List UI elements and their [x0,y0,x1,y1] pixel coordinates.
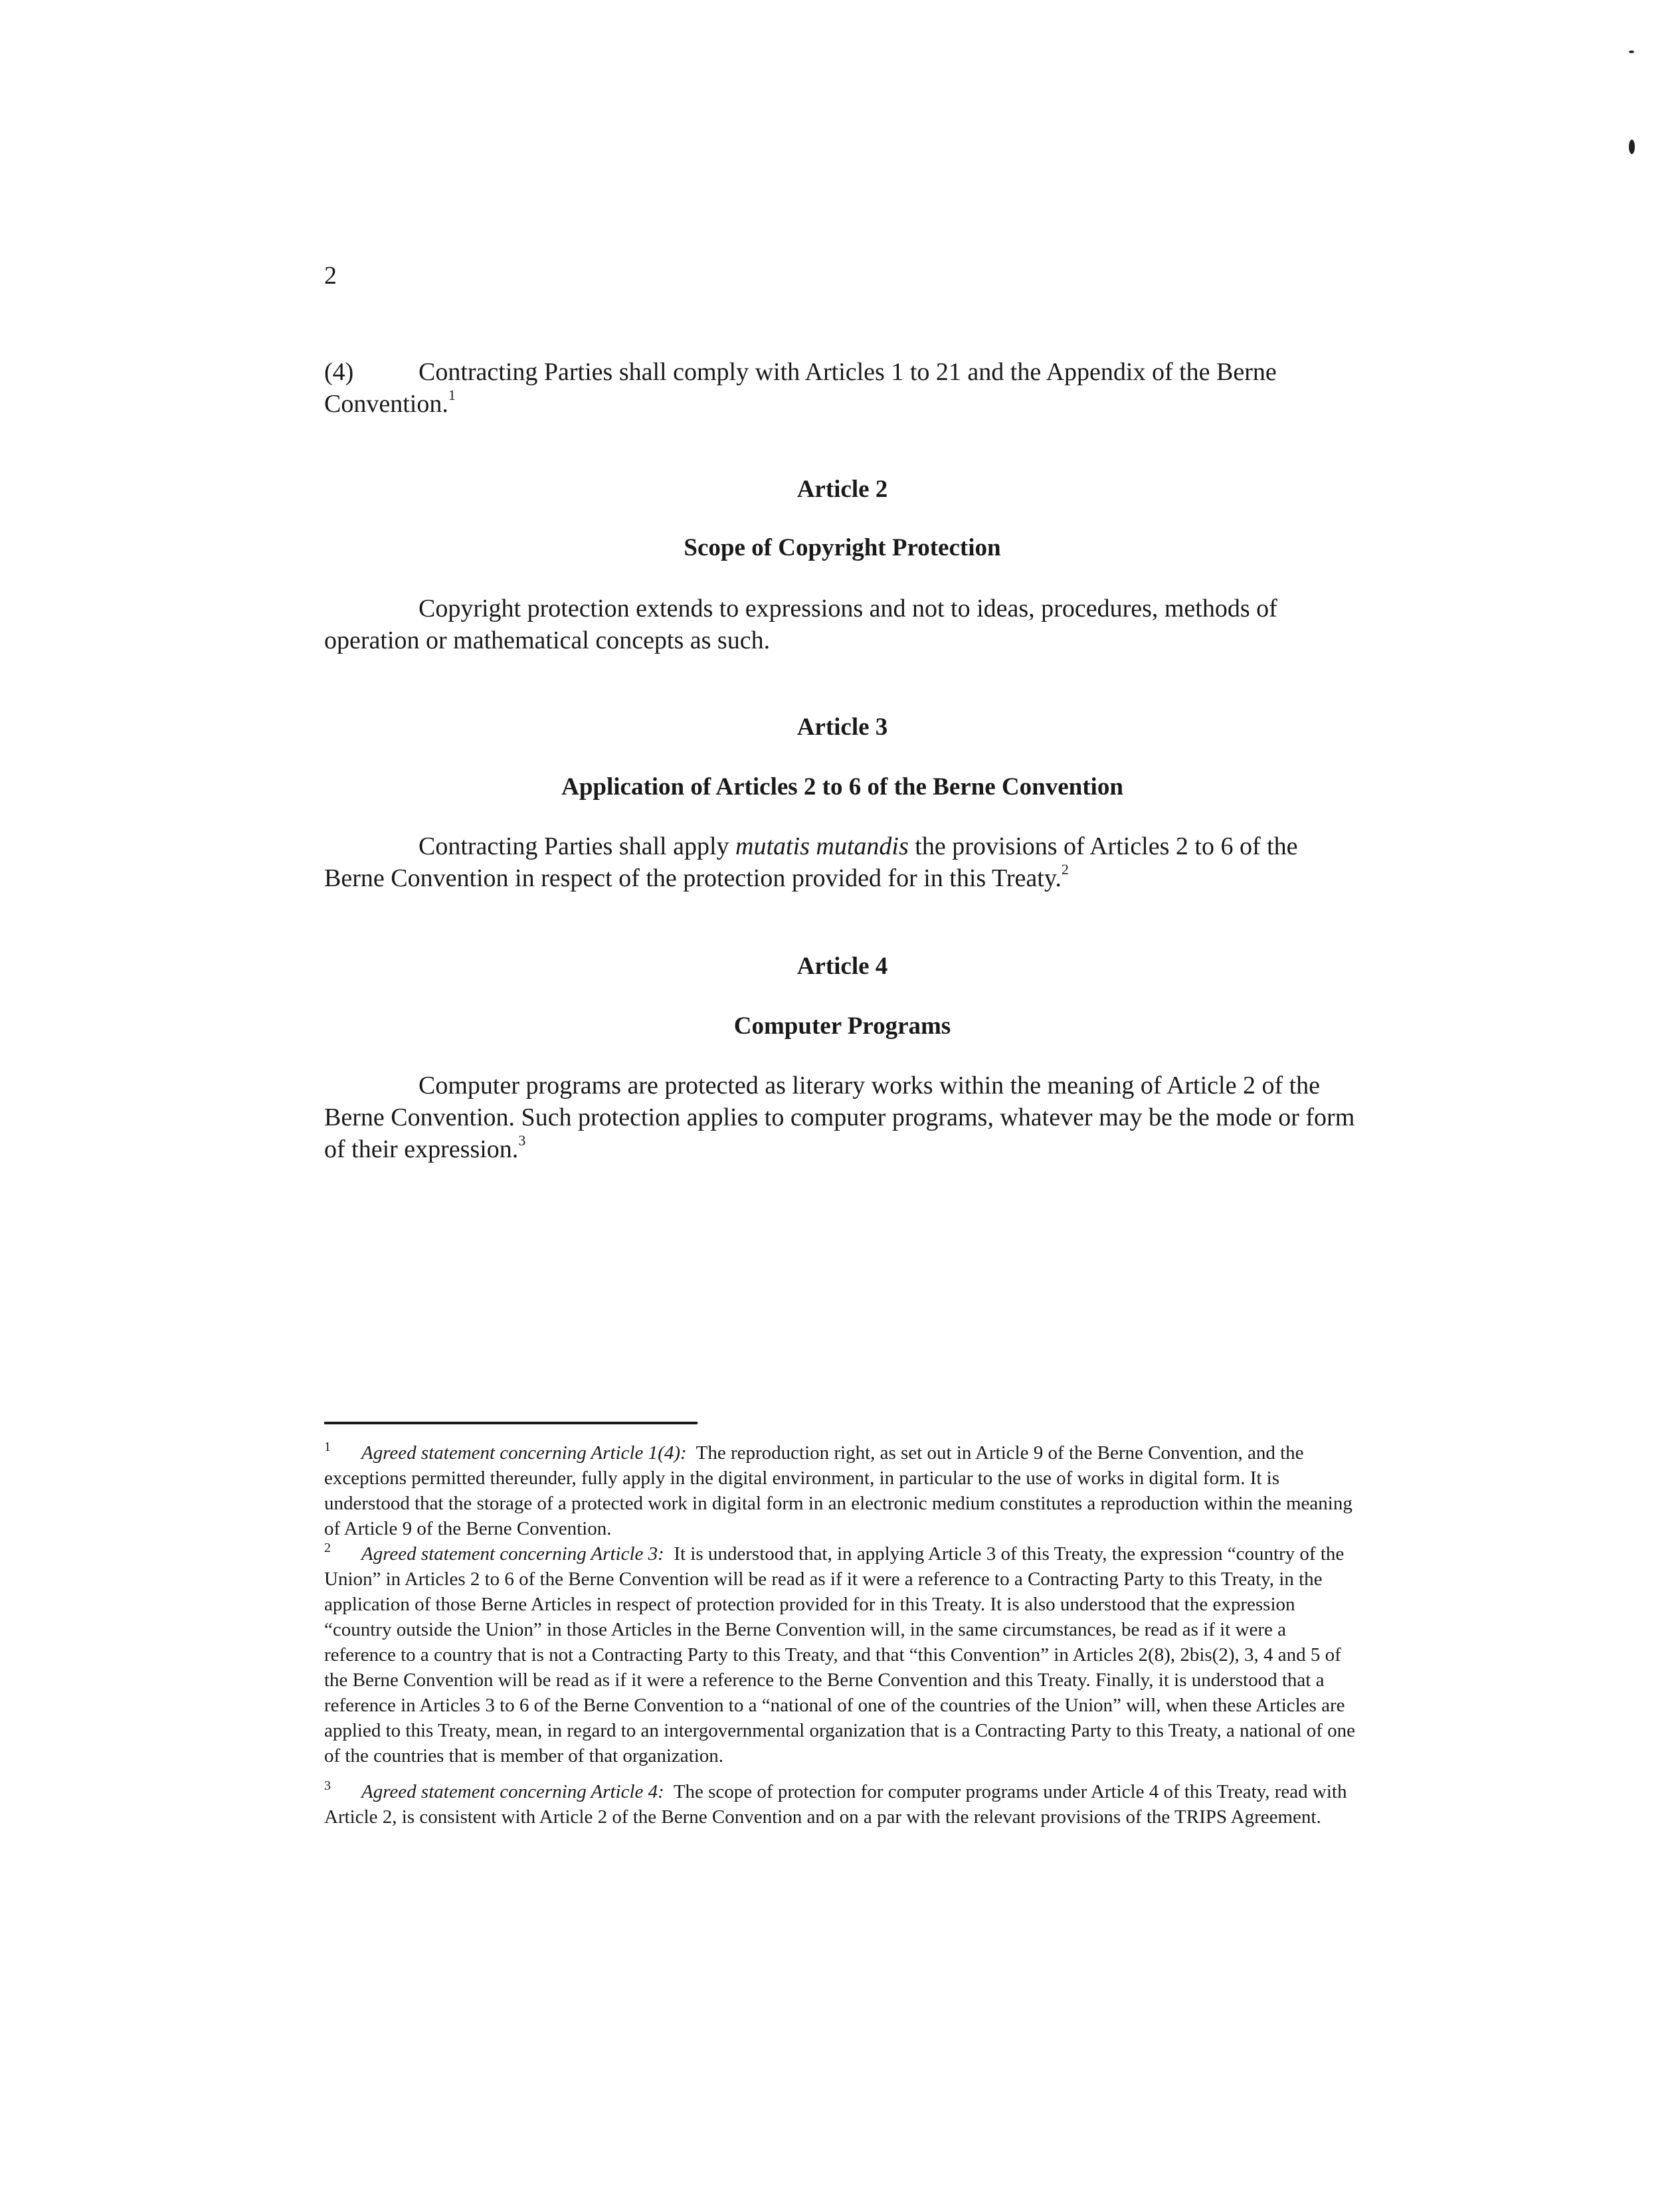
paragraph-4 [324,356,1360,420]
footnote-ref[interactable]: 3 [518,1132,526,1149]
footnote-text: The reproduction right, as set out in Article 9 of the Berne Convention, and the exceptions permitted thereunder, fully apply in the digital environment, in particular to the use of works in digital form. It is understood that the storage of a protected work in digital form in an electronic medium constitutes a reproduction within the meaning of Article 9 of the Berne Convention. [324,1442,1353,1539]
article-3-subtitle: Application of Articles 2 to 6 of the Berne Convention [561,773,1123,801]
footnote-text: It is understood that, in applying Article 3 of this Treaty, the expression “country of the Union” in Articles 2 to 6 of the Berne Convention will be read as if it were a reference to a Contracting Party to this Treaty, in the application of those Berne Articles in respect of protection provided for in this Treaty. It is also understood that the expression “country outside the Union” in those Articles in the Berne Convention will, in the same circumstances, be read as if it were a reference to a country that is not a Contracting Party to this Treaty, and that “this Convention” in Articles 2(8), 2bis(2), 3, 4 and 5 of the Berne Convention will be read as if it were a reference to the Berne Convention and this Treaty. Finally, it is understood that a reference in Articles 3 to 6 of the Berne Convention to a “national of one of the countries of the Union” will, when these Articles are applied to this Treaty, mean, in regard to an intergovernmental organization that is a Contracting Party to this Treaty, a national of one of the countries that is member of that organization. [324,1543,1355,1766]
article-3-body [324,830,1360,894]
footnote-ref[interactable]: 2 [1061,861,1069,878]
article-3-text-a: Contracting Parties shall apply [419,832,736,860]
footnote-1: 1 Agreed statement concerning Article 1(4): The reproduction right, as set out in Article 9 of the Berne Convention, and the exceptions permitted thereunder, fully apply in the digital environment, in particular to the use of works in digital form. It is understood that the storage of a protected work in digital form in an electronic medium constitutes a reproduction within the meaning of Article 9 of the Berne Convention. [324,1440,1353,1539]
scan-speck [1629,140,1635,154]
paragraph-number: (4) [324,358,354,386]
footnote-2: 2 Agreed statement concerning Article 3: It is understood that, in applying Article 3 of this Treaty, the expression “country of the Union” in Articles 2 to 6 of the Berne Convention will be read as if it were a reference to a Contracting Party to this Treaty, in the application of those Berne Articles in respect of protection provided for in this Treaty. It is also understood that the expression “country outside the Union” in those Articles in the Berne Convention will, in the same circumstances, be read as if it were a reference to a country that is not a Contracting Party to this Treaty, and that “this Convention” in Articles 2(8), 2bis(2), 3, 4 and 5 of the Berne Convention will be read as if it were a reference to the Berne Convention and this Treaty. Finally, it is understood that a reference in Articles 3 to 6 of the Berne Convention to a “national of one of the countries of the Union” will, when these Articles are applied to this Treaty, mean, in regard to an intergovernmental organization that is a Contracting Party to this Treaty, a national of one of the countries that is member of that organization. [324,1541,1355,1766]
scan-speck [1629,50,1634,53]
article-2-body [324,593,1360,656]
paragraph-text: Contracting Parties shall comply with Articles 1 to 21 and the Appendix of the Berne Convention. [324,358,1277,418]
footnote-label: Agreed statement concerning Article 3: [361,1543,664,1565]
footnote-3: 3 Agreed statement concerning Article 4: The scope of protection for computer programs under Article 4 of this Treaty, read with Article 2, is consistent with Article 2 of the Berne Convention and on a par with the relevant provisions of the TRIPS Agreement. [324,1778,1347,1828]
article-4-body [324,1070,1360,1165]
article-3-title: Article 3 [796,714,888,741]
article-2-title: Article 2 [796,476,888,503]
footnote-label: Agreed statement concerning Article 1(4): [361,1442,687,1464]
footnote-text: The scope of protection for computer programs under Article 4 of this Treaty, read with Article 2, is consistent with Article 2 of the Berne Convention and on a par with the relevant provisions of the TRIPS Agreement. [324,1781,1347,1828]
article-4-subtitle: Computer Programs [733,1012,951,1040]
article-2-text: Copyright protection extends to expressions and not to ideas, procedures, methods of operation or mathematical concepts as such. [324,595,1277,654]
article-4-title: Article 4 [796,953,888,980]
page-number: 2 [324,262,337,290]
article-2-subtitle: Scope of Copyright Protection [684,534,1001,561]
article-4-text: Computer programs are protected as literary works within the meaning of Article 2 of the Berne Convention. Such protection applies to computer programs, whatever may be the mode or form of their expression. [324,1072,1355,1163]
article-3-italic: mutatis mutandis [735,832,909,860]
article-3-text-b: the provisions of Articles 2 to 6 of the Berne Convention in respect of the protection provided for in this Treaty. [324,832,1298,892]
footnote-separator [324,1422,698,1424]
footnote-ref[interactable]: 1 [448,387,456,403]
footnote-label: Agreed statement concerning Article 4: [361,1781,664,1802]
